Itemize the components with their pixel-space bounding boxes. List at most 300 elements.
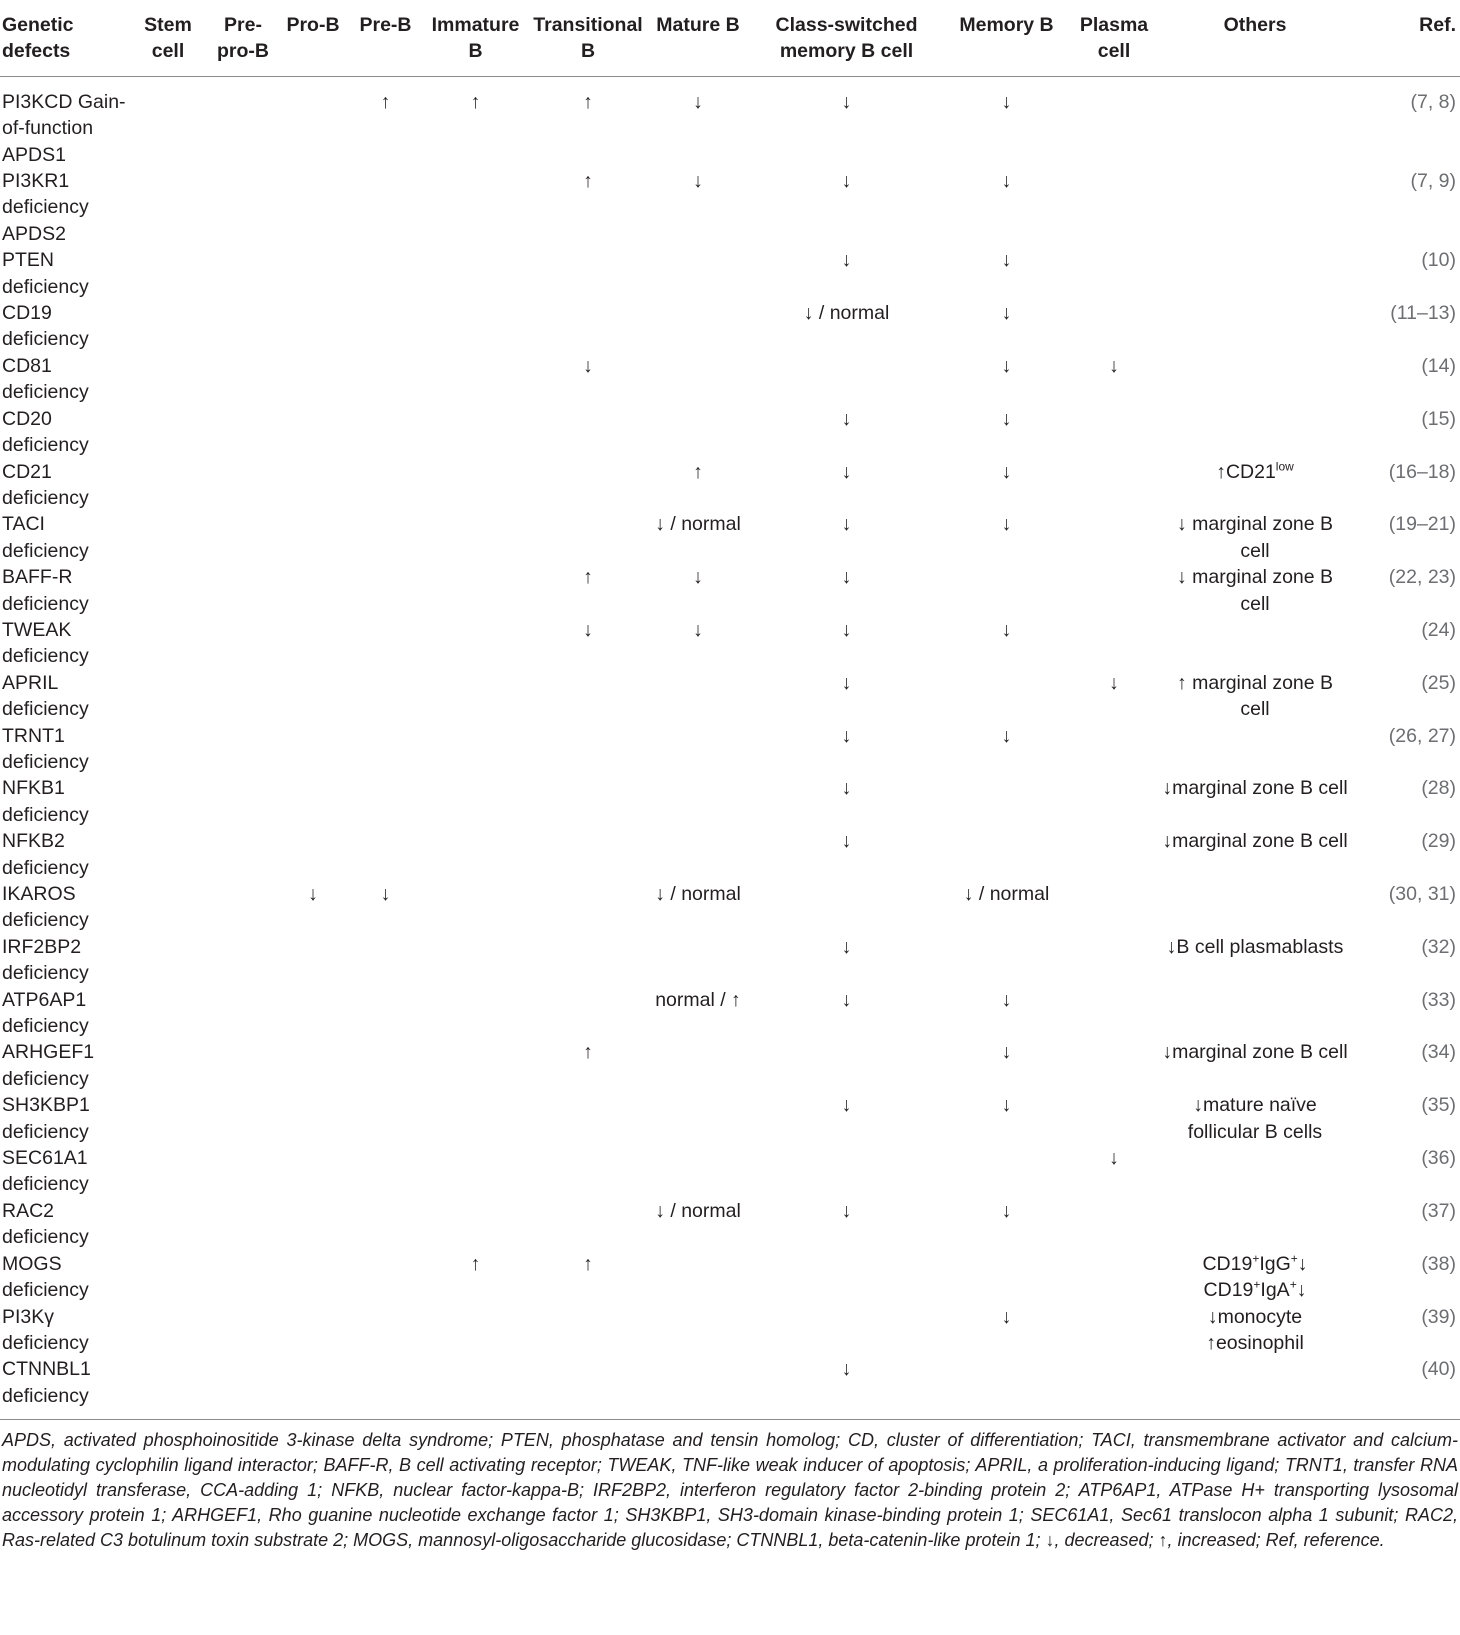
cell-pre-pro-b [208, 934, 278, 987]
cell-pre-b: ↓ [380, 883, 391, 905]
others-text: ↑CD21 [1216, 460, 1276, 483]
cell-memory-b: ↓ [1001, 1041, 1012, 1064]
cell-plasma-cell [1068, 511, 1160, 564]
cell-pre-b [348, 1145, 423, 1198]
cell-pre-b [348, 353, 423, 406]
cell-stem-cell [128, 1092, 208, 1145]
cell-plasma-cell [1068, 300, 1160, 353]
cell-ref: (39) [1421, 1305, 1456, 1328]
cell-ref: (24) [1421, 618, 1456, 641]
table-row [0, 1304, 1460, 1357]
cell-memory-b [945, 1356, 1068, 1419]
others-superscript: low [1275, 459, 1294, 473]
cell-class-switched: ↓ [841, 407, 852, 430]
cell-plasma-cell: ↓ [1109, 1147, 1119, 1170]
cell-pre-pro-b [208, 987, 278, 1040]
cell-transitional-b [528, 881, 648, 934]
cell-immature-b [423, 881, 528, 934]
cell-others [1160, 168, 1350, 247]
cell-class-switched: ↓ [841, 90, 852, 113]
cell-mature-b: normal / ↑ [655, 988, 741, 1011]
cell-pre-b [348, 1198, 423, 1251]
cell-others [1160, 1356, 1350, 1419]
cell-genetic-defect: PTEN deficiency [2, 249, 89, 298]
cell-pre-pro-b [208, 881, 278, 934]
cell-class-switched [748, 1251, 945, 1304]
cell-pre-b [348, 1304, 423, 1357]
cell-pre-pro-b [208, 564, 278, 617]
cell-stem-cell [128, 564, 208, 617]
cell-immature-b [423, 1092, 528, 1145]
cell-plasma-cell [1068, 775, 1160, 828]
cell-pre-pro-b [208, 511, 278, 564]
cell-transitional-b [528, 406, 648, 459]
cell-pre-pro-b [208, 670, 278, 723]
cell-others: ↓ marginal zone B cell [1176, 513, 1334, 562]
cell-immature-b [423, 459, 528, 512]
cell-plasma-cell [1068, 1356, 1160, 1419]
cell-class-switched: ↓ [841, 935, 852, 958]
cell-plasma-cell [1068, 828, 1160, 881]
table-row [0, 1092, 1460, 1145]
cell-pro-b [278, 406, 348, 459]
cell-class-switched: ↓ [841, 170, 852, 193]
cell-transitional-b [528, 1198, 648, 1251]
table-row [0, 406, 1460, 459]
cell-pro-b [278, 1145, 348, 1198]
cell-others [1160, 881, 1350, 934]
cell-others [1160, 617, 1350, 670]
cell-pro-b [278, 775, 348, 828]
col-header-pre-b: Pre-B [348, 0, 423, 76]
cell-stem-cell [128, 617, 208, 670]
cell-memory-b: ↓ [1001, 90, 1012, 113]
table-row [0, 353, 1460, 406]
cell-mature-b: ↓ [693, 566, 703, 589]
cell-transitional-b [528, 670, 648, 723]
col-header-others: Others [1160, 0, 1350, 76]
cell-class-switched: ↓ [841, 988, 852, 1011]
col-header-mature-b: Mature B [648, 0, 748, 76]
cell-genetic-defect: ARHGEF1 deficiency [2, 1041, 95, 1090]
cell-mature-b [648, 670, 748, 723]
cell-pre-pro-b [208, 828, 278, 881]
table-row [0, 828, 1460, 881]
cell-plasma-cell [1068, 1092, 1160, 1145]
cell-memory-b [945, 934, 1068, 987]
cell-genetic-defect: SEC61A1 deficiency [2, 1147, 89, 1196]
cell-pro-b [278, 511, 348, 564]
cell-mature-b [648, 1145, 748, 1198]
cell-pro-b [278, 617, 348, 670]
cell-stem-cell [128, 987, 208, 1040]
cell-transitional-b [528, 987, 648, 1040]
table-row [0, 247, 1460, 300]
cell-memory-b: ↓ [1001, 170, 1012, 193]
table-row [0, 1356, 1460, 1419]
cell-immature-b [423, 406, 528, 459]
cell-plasma-cell: ↓ [1109, 354, 1119, 377]
cell-memory-b [945, 828, 1068, 881]
table-row [0, 881, 1460, 934]
table-body [0, 76, 1460, 1419]
cell-genetic-defect: TACI deficiency [2, 513, 89, 562]
cell-class-switched: ↓ [841, 460, 852, 483]
cell-class-switched: ↓ [841, 1094, 852, 1117]
cell-stem-cell [128, 1356, 208, 1419]
cell-pre-pro-b [208, 775, 278, 828]
cell-memory-b: ↓ [1001, 1305, 1012, 1328]
table-row [0, 76, 1460, 168]
cell-pro-b [278, 1092, 348, 1145]
table-row [0, 670, 1460, 723]
cell-memory-b: ↓ [1001, 460, 1012, 483]
cell-class-switched [748, 1145, 945, 1198]
cell-ref: (15) [1421, 407, 1456, 430]
cell-mature-b [648, 1304, 748, 1357]
cell-pro-b [278, 459, 348, 512]
cell-pre-b [348, 247, 423, 300]
cell-ref: (28) [1421, 777, 1456, 800]
cell-mature-b [648, 934, 748, 987]
cell-others [1160, 1145, 1350, 1198]
cell-genetic-defect: CD81 deficiency [2, 354, 89, 404]
cell-plasma-cell: ↓ [1109, 671, 1119, 694]
table-row [0, 511, 1460, 564]
cell-pre-pro-b [208, 406, 278, 459]
cell-memory-b: ↓ / normal [963, 883, 1050, 905]
cell-pre-pro-b [208, 1092, 278, 1145]
table-row [0, 1039, 1460, 1092]
cell-plasma-cell [1068, 564, 1160, 617]
cell-ref: (37) [1421, 1199, 1456, 1222]
cell-class-switched: ↓ [841, 513, 852, 536]
cell-memory-b [945, 670, 1068, 723]
cell-others: ↓monocyte ↑eosinophil [1206, 1305, 1304, 1354]
cell-others: CD19+IgG+↓ CD19+IgA+↓ [1202, 1251, 1308, 1302]
cell-mature-b: ↓ [693, 90, 703, 113]
cell-plasma-cell [1068, 1304, 1160, 1357]
cell-mature-b: ↓ / normal [655, 1199, 741, 1222]
cell-mature-b: ↓ / normal [655, 883, 741, 905]
cell-mature-b [648, 1251, 748, 1304]
cell-pre-b [348, 1092, 423, 1145]
cell-pre-b [348, 300, 423, 353]
cell-plasma-cell [1068, 406, 1160, 459]
cell-immature-b: ↑ [470, 1252, 481, 1275]
cell-ref: (11–13) [1390, 302, 1456, 325]
cell-memory-b: ↓ [1001, 249, 1012, 272]
col-header-transitional-b: Transitional B [528, 0, 648, 76]
cell-memory-b [945, 775, 1068, 828]
cell-pre-b [348, 723, 423, 776]
cell-genetic-defect: PI3KCD Gain-of-function APDS1 [2, 90, 126, 166]
cell-immature-b [423, 300, 528, 353]
cell-transitional-b [528, 511, 648, 564]
cell-class-switched [748, 1039, 945, 1092]
cell-pre-pro-b [208, 1356, 278, 1419]
table-row [0, 617, 1460, 670]
cell-pre-b [348, 406, 423, 459]
col-header-pro-b: Pro-B [278, 0, 348, 76]
cell-others [1160, 406, 1350, 459]
cell-mature-b [648, 1356, 748, 1419]
cell-class-switched: ↓ [841, 777, 852, 800]
cell-memory-b: ↓ [1001, 302, 1012, 325]
cell-plasma-cell [1068, 459, 1160, 512]
cell-transitional-b [528, 247, 648, 300]
cell-mature-b [648, 300, 748, 353]
cell-pro-b [278, 828, 348, 881]
cell-class-switched: ↓ [841, 830, 852, 853]
cell-plasma-cell [1068, 1251, 1160, 1304]
cell-pro-b [278, 1304, 348, 1357]
cell-memory-b [945, 564, 1068, 617]
cell-ref: (35) [1421, 1094, 1456, 1117]
cell-pro-b [278, 1356, 348, 1419]
cell-pro-b [278, 353, 348, 406]
cell-mature-b [648, 828, 748, 881]
cell-genetic-defect: SH3KBP1 deficiency [2, 1094, 90, 1143]
cell-immature-b [423, 564, 528, 617]
cell-plasma-cell [1068, 1039, 1160, 1092]
cell-pre-b [348, 1356, 423, 1419]
cell-pre-pro-b [208, 1198, 278, 1251]
cell-pre-b [348, 511, 423, 564]
cell-mature-b [648, 1039, 748, 1092]
table-row [0, 1251, 1460, 1304]
table-row [0, 1198, 1460, 1251]
cell-memory-b: ↓ [1001, 988, 1012, 1011]
cell-pre-b [348, 670, 423, 723]
cell-immature-b [423, 828, 528, 881]
cell-pro-b [278, 76, 348, 168]
cell-memory-b: ↓ [1001, 618, 1012, 641]
cell-others: ↓ marginal zone B cell [1176, 566, 1334, 615]
cell-mature-b [648, 247, 748, 300]
cell-immature-b [423, 987, 528, 1040]
table-row [0, 987, 1460, 1040]
col-header-ref: Ref. [1350, 0, 1460, 76]
cell-genetic-defect: CD21 deficiency [2, 460, 89, 509]
cell-transitional-b: ↓ [583, 618, 593, 641]
cell-transitional-b: ↑ [583, 170, 593, 193]
cell-stem-cell [128, 76, 208, 168]
cell-others: ↓marginal zone B cell [1162, 1041, 1348, 1064]
table-row [0, 459, 1460, 512]
table-row [0, 1145, 1460, 1198]
cell-genetic-defect: IKAROS deficiency [2, 883, 89, 932]
cell-ref: (10) [1421, 249, 1456, 272]
cell-stem-cell [128, 723, 208, 776]
cell-others [1160, 353, 1350, 406]
cell-genetic-defect: CTNNBL1 deficiency [2, 1358, 91, 1407]
cell-class-switched [748, 1304, 945, 1357]
cell-mature-b: ↓ [693, 170, 703, 193]
cell-pre-pro-b [208, 617, 278, 670]
cell-class-switched: ↓ [841, 724, 852, 747]
cell-others [1160, 1198, 1350, 1251]
cell-class-switched: ↓ [841, 671, 852, 694]
cell-mature-b: ↓ [693, 618, 703, 641]
cell-others [1160, 459, 1350, 512]
cell-stem-cell [128, 670, 208, 723]
cell-pre-pro-b [208, 353, 278, 406]
cell-others [1160, 300, 1350, 353]
cell-class-switched: ↓ [841, 566, 852, 589]
cell-genetic-defect: MOGS deficiency [2, 1252, 89, 1302]
cell-pre-b [348, 987, 423, 1040]
cell-stem-cell [128, 828, 208, 881]
col-header-pre-pro-b: Pre-pro-B [208, 0, 278, 76]
cell-stem-cell [128, 881, 208, 934]
cell-ref: (22, 23) [1388, 566, 1456, 589]
cell-ref: (16–18) [1388, 460, 1456, 483]
cell-pro-b [278, 1039, 348, 1092]
cell-ref: (25) [1421, 671, 1456, 694]
cell-stem-cell [128, 1145, 208, 1198]
cell-pre-b [348, 934, 423, 987]
cell-memory-b [945, 1145, 1068, 1198]
cell-immature-b [423, 617, 528, 670]
cell-stem-cell [128, 1251, 208, 1304]
cell-mature-b: ↑ [693, 460, 703, 483]
cell-others: ↓marginal zone B cell [1162, 777, 1348, 800]
cell-pre-b [348, 775, 423, 828]
cell-genetic-defect: IRF2BP2 deficiency [2, 935, 89, 985]
col-header-genetic-defects: Genetic defects [0, 0, 128, 76]
cell-pre-b [348, 168, 423, 247]
cell-stem-cell [128, 934, 208, 987]
cell-memory-b: ↓ [1001, 407, 1012, 430]
cell-transitional-b [528, 1092, 648, 1145]
cell-memory-b: ↓ [1001, 513, 1012, 536]
cell-stem-cell [128, 300, 208, 353]
cell-stem-cell [128, 247, 208, 300]
cell-ref: (7, 8) [1410, 90, 1456, 113]
cell-ref: (7, 9) [1410, 170, 1456, 193]
cell-mature-b [648, 723, 748, 776]
cell-pro-b [278, 564, 348, 617]
cell-plasma-cell [1068, 881, 1160, 934]
cell-class-switched [748, 353, 945, 406]
col-header-class-switched: Class-switched memory B cell [748, 0, 945, 76]
cell-transitional-b: ↑ [583, 1041, 593, 1064]
cell-pre-b [348, 1039, 423, 1092]
cell-others [1160, 723, 1350, 776]
cell-memory-b: ↓ [1001, 724, 1012, 747]
cell-ref: (32) [1421, 935, 1456, 958]
cell-genetic-defect: APRIL deficiency [2, 671, 89, 721]
cell-immature-b [423, 168, 528, 247]
cell-genetic-defect: PI3Kγ deficiency [2, 1305, 89, 1354]
cell-pre-pro-b [208, 168, 278, 247]
cell-others [1160, 247, 1350, 300]
cell-genetic-defect: TRNT1 deficiency [2, 724, 89, 773]
table-row [0, 564, 1460, 617]
cell-pre-b [348, 828, 423, 881]
cell-pre-pro-b [208, 1251, 278, 1304]
cell-immature-b [423, 1145, 528, 1198]
cell-class-switched: ↓ [841, 249, 852, 272]
cell-memory-b [945, 1251, 1068, 1304]
cell-others: ↓B cell plasmablasts [1166, 935, 1344, 958]
col-header-immature-b: Immature B [423, 0, 528, 76]
cell-transitional-b [528, 775, 648, 828]
cell-plasma-cell [1068, 723, 1160, 776]
cell-pre-pro-b [208, 1304, 278, 1357]
cell-immature-b: ↑ [470, 90, 481, 113]
cell-ref: (14) [1421, 354, 1456, 377]
cell-ref: (40) [1421, 1358, 1456, 1381]
cell-pro-b [278, 168, 348, 247]
cell-genetic-defect: TWEAK deficiency [2, 618, 89, 668]
cell-immature-b [423, 353, 528, 406]
cell-plasma-cell [1068, 1198, 1160, 1251]
cell-pro-b [278, 934, 348, 987]
table-row [0, 168, 1460, 247]
footnote-row [0, 1420, 1460, 1554]
cell-plasma-cell [1068, 934, 1160, 987]
cell-mature-b [648, 1092, 748, 1145]
cell-memory-b: ↓ [1001, 1094, 1012, 1117]
cell-class-switched: ↓ [841, 1358, 852, 1381]
cell-stem-cell [128, 775, 208, 828]
cell-genetic-defect: BAFF-R deficiency [2, 566, 89, 615]
cell-transitional-b [528, 300, 648, 353]
header-row [0, 0, 1460, 76]
cell-pre-pro-b [208, 723, 278, 776]
cell-genetic-defect: NFKB1 deficiency [2, 777, 89, 826]
cell-mature-b [648, 353, 748, 406]
cell-pre-pro-b [208, 459, 278, 512]
table-row [0, 775, 1460, 828]
cell-plasma-cell [1068, 247, 1160, 300]
cell-pro-b [278, 987, 348, 1040]
cell-transitional-b [528, 459, 648, 512]
col-header-memory-b: Memory B [945, 0, 1068, 76]
cell-plasma-cell [1068, 168, 1160, 247]
table-row [0, 723, 1460, 776]
cell-class-switched [748, 881, 945, 934]
cell-pre-pro-b [208, 76, 278, 168]
cell-memory-b: ↓ [1001, 1199, 1012, 1222]
cell-genetic-defect: CD19 deficiency [2, 302, 89, 351]
table-footnote: APDS, activated phosphoinositide 3-kinase delta syndrome; PTEN, phosphatase and tensin homolog; CD, cluster of differentiation; TACI, transmembrane activator and calcium-modulating cyclophilin ligand interactor; BAFF-R, B cell activating receptor; TWEAK, TNF-like weak inducer of apoptosis; APRIL, a proliferation-inducing ligand; TRNT1, transfer RNA nucleotidyl transferase, CCA-adding 1; NFKB, nuclear factor-kappa-B; IRF2BP2, interferon regulatory factor 2-binding protein 2; ATP6AP1, ATPase H+ transporting lysosomal accessory protein 1; ARHGEF1, Rho guanine nucleotide exchange factor 1; SH3KBP1, SH3-domain kinase-binding protein 1; SEC61A1, Sec61 translocon alpha 1 subunit; RAC2, Ras-related C3 botulinum toxin substrate 2; MOGS, mannosyl-oligosaccharide glucosidase; CTNNBL1, beta-catenin-like protein 1; ↓, decreased; ↑, increased; Ref, reference. [0, 1420, 1460, 1554]
cell-immature-b [423, 1304, 528, 1357]
cell-ref: (30, 31) [1388, 883, 1456, 905]
cell-others: ↓marginal zone B cell [1162, 830, 1348, 853]
cell-mature-b: ↓ / normal [655, 513, 741, 536]
cell-genetic-defect: ATP6AP1 deficiency [2, 988, 89, 1038]
cell-ref: (36) [1421, 1147, 1456, 1170]
cell-transitional-b: ↑ [583, 90, 593, 113]
cell-stem-cell [128, 511, 208, 564]
cell-immature-b [423, 670, 528, 723]
cell-mature-b [648, 406, 748, 459]
cell-pre-pro-b [208, 300, 278, 353]
cell-stem-cell [128, 353, 208, 406]
cell-pre-pro-b [208, 1039, 278, 1092]
cell-immature-b [423, 1039, 528, 1092]
cell-others [1160, 987, 1350, 1040]
cell-others [1160, 76, 1350, 168]
cell-ref: (38) [1421, 1252, 1456, 1275]
cell-pro-b [278, 300, 348, 353]
cell-pre-pro-b [208, 1145, 278, 1198]
cell-stem-cell [128, 1039, 208, 1092]
cell-genetic-defect: CD20 deficiency [2, 407, 89, 457]
